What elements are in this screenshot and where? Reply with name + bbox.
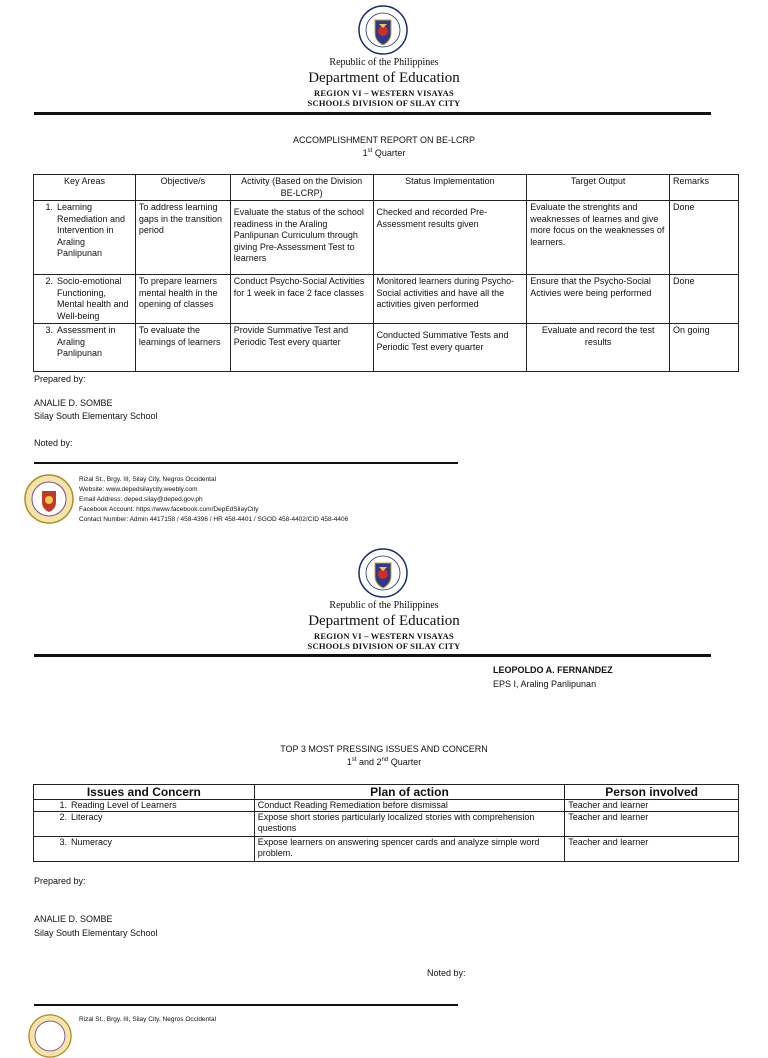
table-row	[34, 800, 739, 812]
issues-quarter	[0, 757, 768, 767]
quarter-word: Quarter	[390, 757, 422, 767]
activity-cell: Provide Summative Test and Periodic Test every quarter	[230, 324, 373, 372]
issue-text: Numeracy	[71, 837, 113, 847]
key-area-text: Assessment in Araling Panlipunan	[57, 325, 116, 358]
issue-cell	[34, 812, 255, 837]
key-area-text: Socio-emotional Functioning, Mental health and Well-being	[57, 276, 129, 321]
quarter-suffix: nd	[381, 757, 389, 763]
footer-contact: Contact Number: Admin 4417158 / 458-4396 / HR 458-4401 / SGOD 458-4402/CID 458-4406	[79, 516, 349, 523]
issues-title: TOP 3 MOST PRESSING ISSUES AND CONCERN	[280, 744, 488, 754]
table-row	[34, 837, 739, 862]
quarter-number: 1	[346, 757, 352, 767]
issue-text: Literacy	[71, 812, 103, 822]
footer-address: Rizal St., Brgy. III, Silay City, Negros Occidental	[79, 476, 217, 483]
row-number: 1.	[45, 202, 53, 212]
deped-seal-icon	[358, 548, 408, 598]
row-number: 1.	[59, 800, 67, 810]
issue-cell	[34, 800, 255, 812]
key-area-text: Learning Remediation and Intervention in Araling Panlipunan	[57, 202, 126, 258]
header-objectives: Objective/s	[135, 175, 230, 201]
noted-by-label: Noted by:	[427, 968, 466, 978]
noted-by-label: Noted by:	[34, 438, 73, 448]
key-area-cell	[34, 324, 136, 372]
quarter-word: Quarter	[374, 148, 406, 158]
division-line: SCHOOLS DIVISION OF SILAY CITY	[307, 641, 461, 651]
signatory-title: EPS I, Araling Panlipunan	[493, 679, 597, 689]
division-line: SCHOOLS DIVISION OF SILAY CITY	[307, 98, 461, 108]
footer-rule	[34, 1004, 458, 1006]
table-row	[34, 324, 739, 372]
footer-email: Email Address: deped.silay@deped.gov.ph	[79, 496, 203, 503]
remarks-cell: Done	[670, 201, 739, 275]
person-cell: Teacher and learner	[565, 812, 739, 837]
division-seal-icon	[24, 474, 74, 524]
division-seal-icon	[28, 1014, 72, 1058]
plan-cell: Expose learners on answering spencer cards and analyze simple word problem.	[254, 837, 565, 862]
report-quarter	[0, 148, 768, 158]
target-output-cell: Ensure that the Psycho-Social Activies were being performed	[527, 275, 670, 324]
row-number: 2.	[45, 276, 53, 286]
header-person: Person involved	[565, 785, 739, 800]
objective-cell: To prepare learners mental health in the opening of classes	[135, 275, 230, 324]
target-output-cell: Evaluate and record the test results	[527, 324, 670, 372]
header-plan: Plan of action	[254, 785, 565, 800]
department-title: Department of Education	[308, 70, 460, 86]
department-title: Department of Education	[308, 613, 460, 629]
footer-website: Website: www.depedsilaycity.weebly.com	[79, 486, 198, 493]
footer-address: Rizal St., Brgy. III, Silay City, Negros Occidental	[79, 1016, 217, 1023]
footer-contact-block	[79, 475, 348, 525]
header-issues: Issues and Concern	[34, 785, 255, 800]
key-area-cell	[34, 201, 136, 275]
table-row	[34, 201, 739, 275]
quarter-and: and 2	[358, 757, 382, 767]
table-row	[34, 812, 739, 837]
objective-cell: To evaluate the learnings of learners	[135, 324, 230, 372]
preparer-name: ANALIE D. SOMBE	[34, 914, 113, 924]
table-header-row	[34, 175, 739, 201]
row-number: 3.	[59, 837, 67, 847]
row-number: 3.	[45, 325, 53, 335]
header-target-output: Target Output	[527, 175, 670, 201]
target-output-cell: Evaluate the strenghts and weaknesses of learnes and give more focus on the weaknesses of learners.	[527, 201, 670, 275]
republic-line: Republic of the Philippines	[329, 57, 439, 68]
table-header-row	[34, 785, 739, 800]
header-status: Status Implementation	[373, 175, 527, 201]
preparer-name: ANALIE D. SOMBE	[34, 398, 113, 408]
signatory-name: LEOPOLDO A. FERNANDEZ	[493, 665, 613, 675]
person-cell: Teacher and learner	[565, 800, 739, 812]
accomplishment-table	[33, 174, 739, 372]
quarter-number: 1	[362, 148, 368, 158]
school-name: Silay South Elementary School	[34, 928, 158, 938]
objective-cell: To address learning gaps in the transition period	[135, 201, 230, 275]
remarks-cell: Done	[670, 275, 739, 324]
issue-cell	[34, 837, 255, 862]
plan-cell: Expose short stories particularly localized stories with comprehension questions	[254, 812, 565, 837]
status-cell: Checked and recorded Pre-Assessment results given	[373, 201, 527, 275]
status-cell: Conducted Summative Tests and Periodic Test every quarter	[373, 324, 527, 372]
prepared-by-label: Prepared by:	[34, 374, 86, 384]
report-title: ACCOMPLISHMENT REPORT ON BE-LCRP	[292, 135, 476, 145]
footer-rule	[34, 462, 458, 464]
plan-cell: Conduct Reading Remediation before dismissal	[254, 800, 565, 812]
region-line: REGION VI – WESTERN VISAYAS	[314, 88, 454, 98]
issues-table	[33, 784, 739, 862]
footer-facebook: Facebook Account: https://www.facebook.com/DepEdSilayCity	[79, 506, 259, 513]
activity-cell: Conduct Psycho-Social Activities for 1 week in face 2 face classes	[230, 275, 373, 324]
status-cell: Monitored learners during Psycho-Social activities and have all the activities given performed	[373, 275, 527, 324]
header-remarks: Remarks	[670, 175, 739, 201]
deped-seal-icon	[358, 5, 408, 55]
republic-line: Republic of the Philippines	[329, 600, 439, 611]
issue-text: Reading Level of Learners	[71, 800, 177, 810]
header-rule	[34, 654, 711, 657]
table-row	[34, 275, 739, 324]
quarter-suffix: st	[367, 148, 373, 154]
prepared-by-label: Prepared by:	[34, 876, 86, 886]
header-rule	[34, 112, 711, 115]
header-key-areas: Key Areas	[34, 175, 136, 201]
school-name: Silay South Elementary School	[34, 411, 158, 421]
region-line: REGION VI – WESTERN VISAYAS	[314, 631, 454, 641]
header-activity: Activity (Based on the Division BE-LCRP)	[230, 175, 373, 201]
activity-cell: Evaluate the status of the school readiness in the Araling Panlipunan Curriculum through giving Pre-Assessment Test to learners	[230, 201, 373, 275]
row-number: 2.	[59, 812, 67, 822]
key-area-cell	[34, 275, 136, 324]
person-cell: Teacher and learner	[565, 837, 739, 862]
remarks-cell: On going	[670, 324, 739, 372]
quarter-suffix: st	[351, 757, 357, 763]
